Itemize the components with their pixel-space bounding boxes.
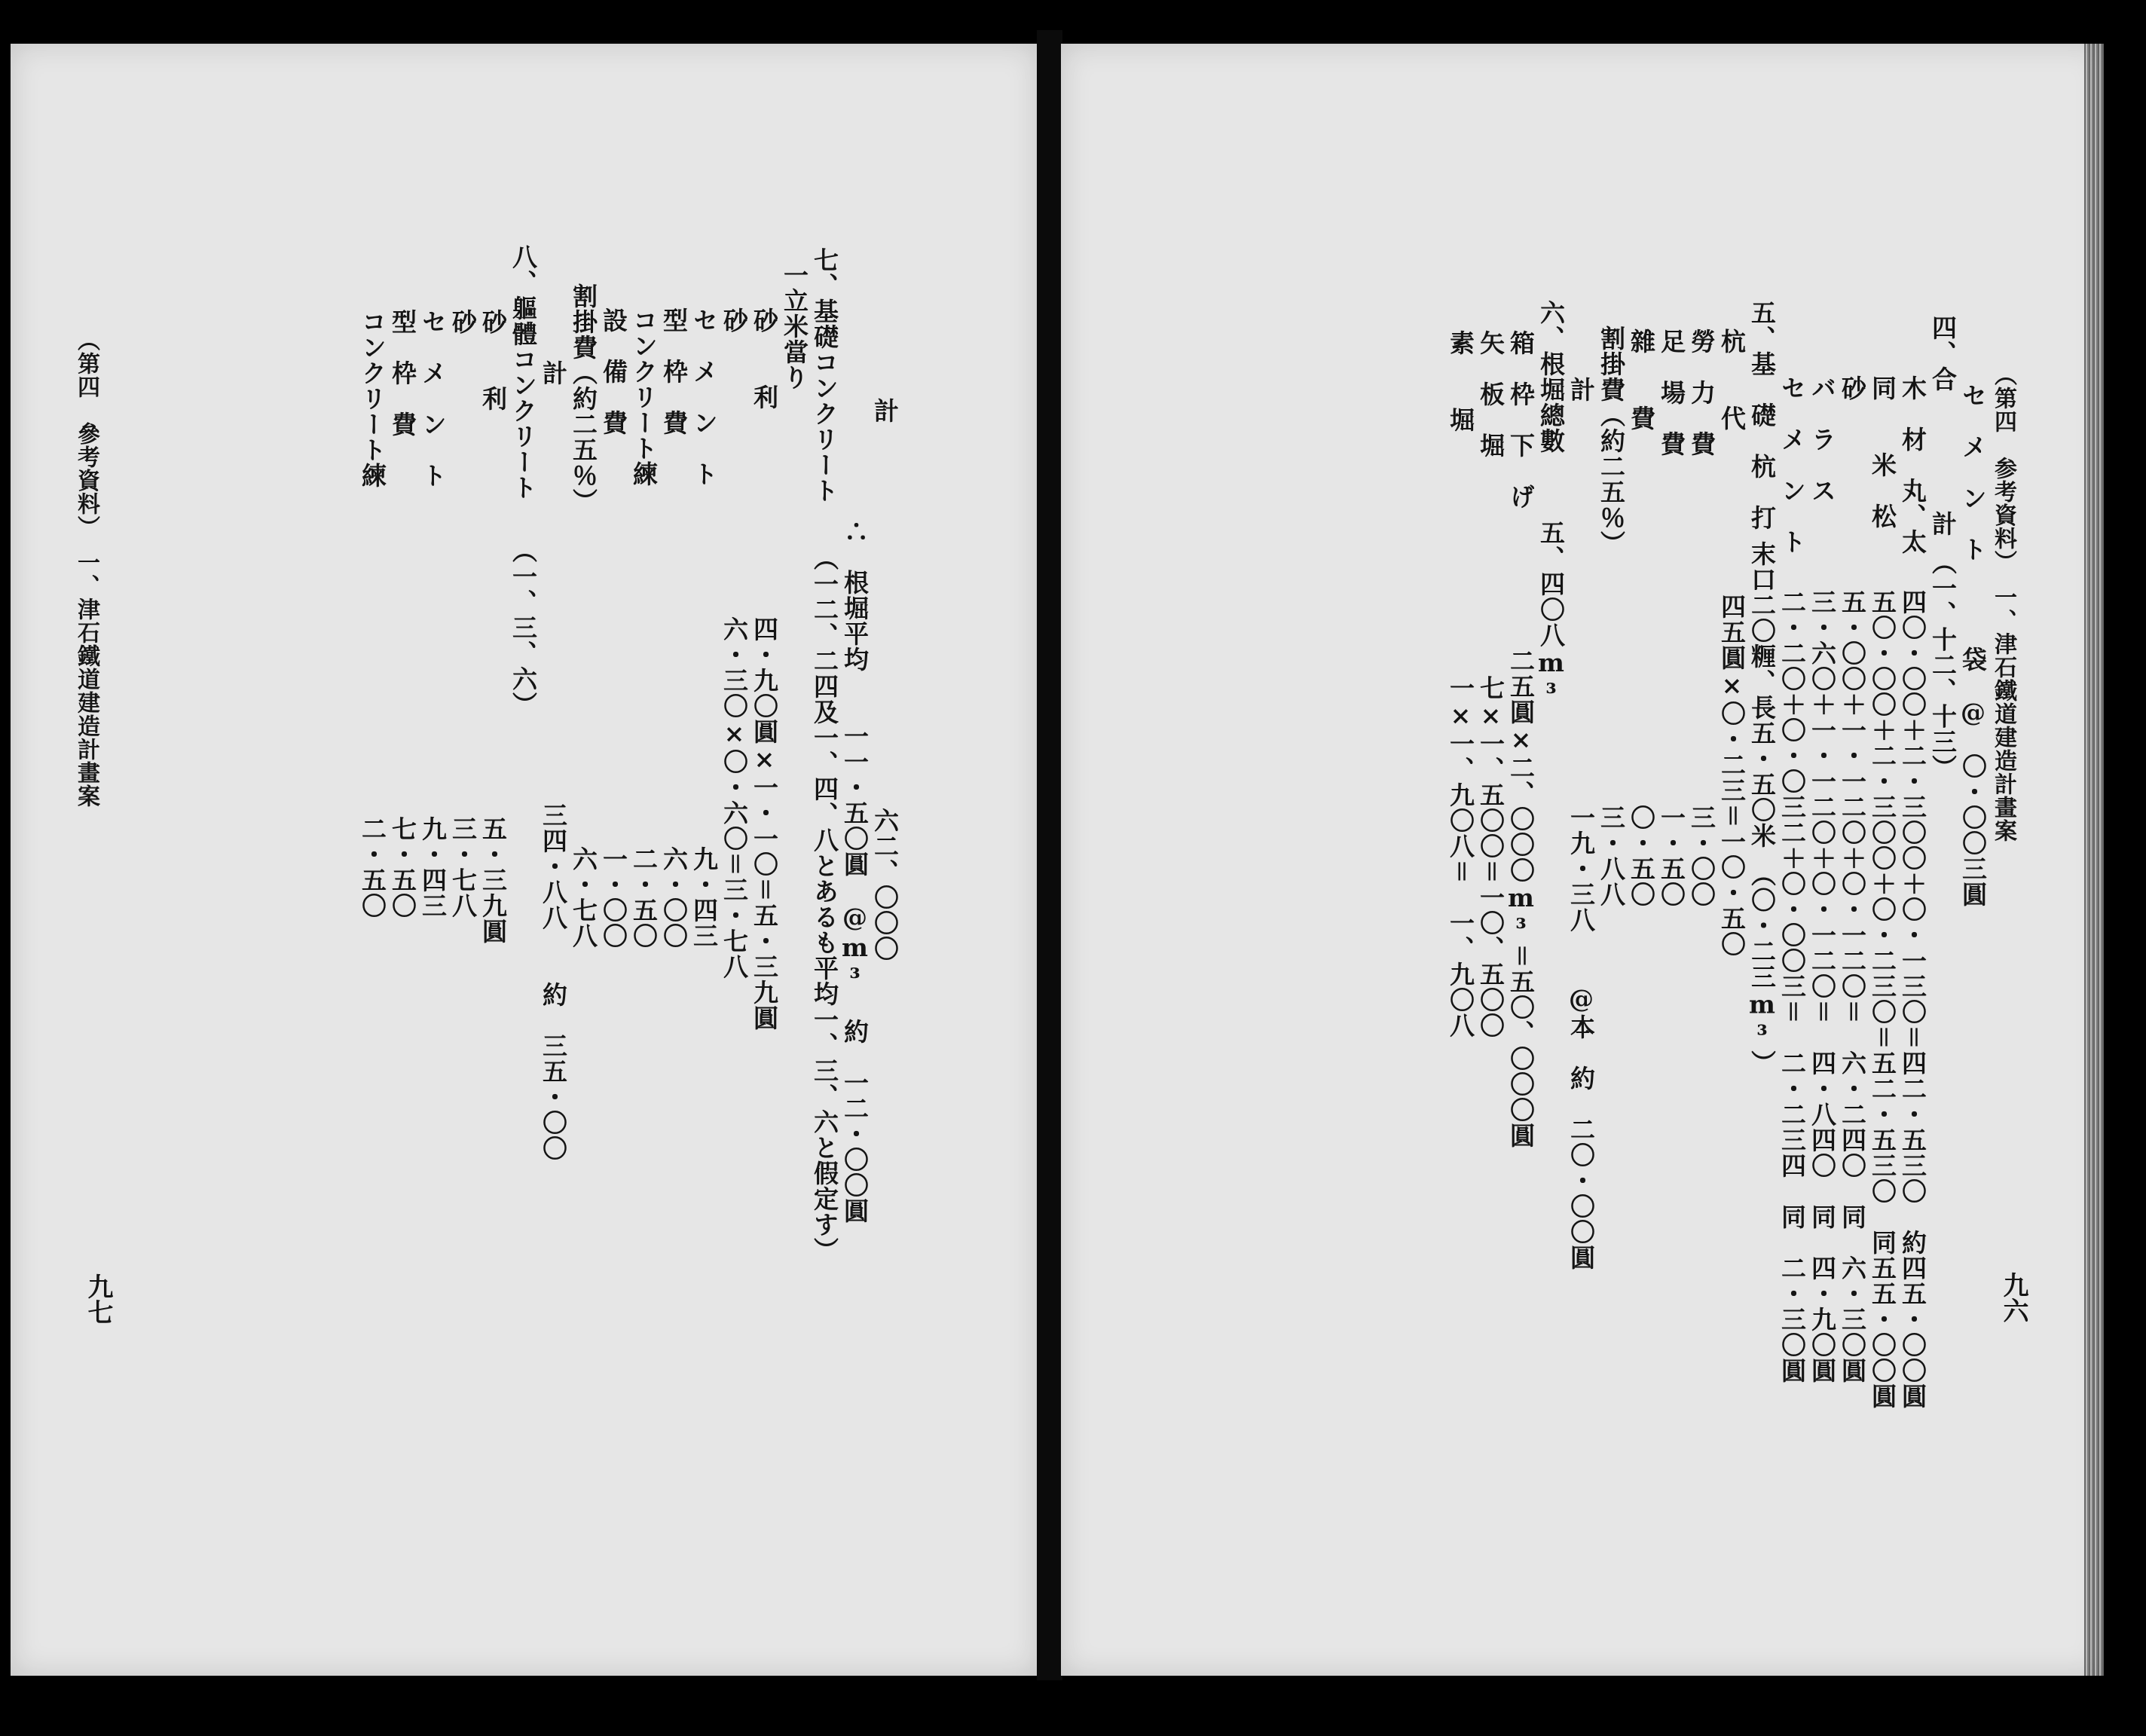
left-line-8-label: 型 枠 費 xyxy=(659,307,689,436)
left-line-13-value: （一、三、六） xyxy=(509,538,538,717)
left-line-12-label: 計 xyxy=(539,360,568,386)
right-line-18-value: 一×一、九〇八＝ 一、九〇八 xyxy=(1446,675,1475,1038)
left-line-18-value: 二・五〇 xyxy=(358,816,387,918)
right-line-15-label: 六、根堀總數 xyxy=(1536,300,1566,454)
left-line-3-value: （一二、二四及一、四、八とあるも平均一、三、六と假定す） xyxy=(810,546,839,1263)
right-page-number: 九六 xyxy=(1998,1272,2028,1323)
right-line-8-label: 五、基 礎 杭 打 xyxy=(1747,300,1777,530)
right-line-18-label: 素 堀 xyxy=(1446,330,1475,432)
right-line-2-label: 四、合 xyxy=(1928,315,1958,392)
right-line-4-value: 五〇・〇〇＋二・三〇〇＋〇・二三〇＝五二・五三〇 同五五・〇〇圓 xyxy=(1868,589,1897,1409)
left-line-17-label: 型 枠 費 xyxy=(388,309,417,437)
right-line-16-label: 箱 枠 下 げ xyxy=(1506,330,1536,509)
left-line-16-label: セ メ ン ト xyxy=(418,309,448,488)
right-line-1-label: セ メ ン ト xyxy=(1958,383,1988,562)
left-line-4-label: 一立米當り xyxy=(780,262,809,390)
right-line-9-value: 四五圓×〇・二三＝一〇・五〇 xyxy=(1717,594,1747,957)
right-line-10-label: 勞 力 費 xyxy=(1687,329,1716,457)
right-page xyxy=(1061,44,2104,1676)
left-running-header: （第四 參考資料） 一、津石鐵道建造計畫案 xyxy=(73,329,99,808)
left-line-10-label: 設 備 費 xyxy=(599,307,628,436)
right-line-12-label: 雜 費 xyxy=(1627,329,1656,431)
right-line-13-label: 割掛費（約二五％） xyxy=(1597,326,1626,556)
right-line-4-label: 同 米 松 xyxy=(1868,375,1897,529)
page-edge xyxy=(2084,44,2104,1676)
left-line-6-value: 六・三〇×〇・六〇＝三・七八 xyxy=(720,616,749,980)
right-line-11-label: 足 場 費 xyxy=(1657,329,1686,457)
left-line-2-value: ∴ 根堀平均 一一・五〇圓 @m³ 約 一二・〇〇圓 xyxy=(840,518,870,1224)
left-page xyxy=(11,44,1038,1676)
right-line-13-value: 三・八八 xyxy=(1597,805,1626,907)
left-line-11-label: 割掛費（約二五％） xyxy=(569,283,598,514)
right-line-14-value: 一九・三八 @本 約 二〇・〇〇圓 xyxy=(1567,805,1596,1270)
right-line-16-value: 二五圓×二、〇〇〇m³＝五〇、〇〇〇圓 xyxy=(1506,648,1536,1148)
right-line-14-label: 計 xyxy=(1567,377,1596,402)
right-line-2-value: 計 （一、十二、十三） xyxy=(1928,511,1958,781)
right-line-8-value: 末口二〇糎、長五・五〇米 （〇・二三m³） xyxy=(1747,541,1777,1076)
right-line-3-label: 木 材 丸、太 xyxy=(1898,375,1927,555)
left-line-7-label: セ メ ン ト xyxy=(689,307,719,487)
left-line-13-label: 八、軀體コンクリート xyxy=(509,244,538,500)
left-line-18-label: コンクリート練 xyxy=(358,309,387,488)
left-line-14-label: 砂 利 xyxy=(478,309,508,411)
right-line-12-value: 〇・五〇 xyxy=(1627,805,1656,907)
right-line-11-value: 一・五〇 xyxy=(1657,805,1686,907)
right-line-17-value: 七×一、五〇〇＝一〇、五〇〇 xyxy=(1476,675,1506,1038)
right-line-6-label: バ ラ ス xyxy=(1808,375,1837,503)
left-line-9-value: 二・五〇 xyxy=(629,846,659,949)
left-line-1-value: 計 六二、〇〇〇 xyxy=(870,398,900,961)
left-line-11-value: 六・七八 xyxy=(569,846,598,949)
right-running-header: （第四 参考資料） 一、津石鐵道建造計畫案 xyxy=(1990,363,2016,842)
gutter xyxy=(1037,30,1062,1680)
left-line-15-label: 砂 xyxy=(448,309,478,335)
right-line-5-label: 砂 xyxy=(1838,375,1867,401)
right-line-6-value: 三・六〇＋一・一二〇＋〇・一二〇＝ 四・八四〇 同 四・九〇圓 xyxy=(1808,589,1837,1383)
right-line-10-value: 三・〇〇 xyxy=(1687,805,1716,907)
left-line-14-value: 五・三九圓 xyxy=(478,816,508,944)
left-line-15-value: 三・七八 xyxy=(448,816,478,918)
left-line-5-value: 四・九〇圓×一・一〇＝五・三九圓 xyxy=(750,616,779,1031)
right-line-1-value: 袋 @ 〇・〇〇三圓 xyxy=(1958,646,1988,907)
right-line-7-label: セ メ ン ト xyxy=(1778,375,1807,555)
left-line-7-value: 九・四三 xyxy=(689,846,719,949)
right-line-5-value: 五・〇〇＋一・一二〇＋〇・一二〇＝ 六・二四〇 同 六・三〇圓 xyxy=(1838,589,1867,1383)
left-line-5-label: 砂 利 xyxy=(750,307,779,410)
right-line-9-label: 杭 代 xyxy=(1717,329,1747,431)
left-line-3-label: 七、基礎コンクリート xyxy=(810,247,839,503)
right-line-3-value: 四〇・〇〇＋二・三〇〇＋〇・一三〇＝四二・五三〇 約四五・〇〇圓 xyxy=(1898,589,1927,1409)
left-line-10-value: 一・〇〇 xyxy=(599,846,628,949)
left-line-6-label: 砂 xyxy=(720,307,749,333)
left-line-17-value: 七・五〇 xyxy=(388,816,417,918)
left-line-9-label: コンクリート練 xyxy=(629,307,659,487)
right-line-15-value: 五、四〇八m³ xyxy=(1536,520,1566,708)
left-line-16-value: 九・四三 xyxy=(418,816,448,918)
left-line-12-value: 三四・八八 約 三五・〇〇 xyxy=(539,802,568,1161)
left-page-number: 九七 xyxy=(83,1273,113,1325)
left-line-8-value: 六・〇〇 xyxy=(659,846,689,949)
right-line-17-label: 矢 板 堀 xyxy=(1476,330,1506,458)
right-line-7-value: 二・二〇＋〇・〇三二＋〇・〇〇三＝ 二・二三四 同 二・三〇圓 xyxy=(1778,589,1807,1383)
